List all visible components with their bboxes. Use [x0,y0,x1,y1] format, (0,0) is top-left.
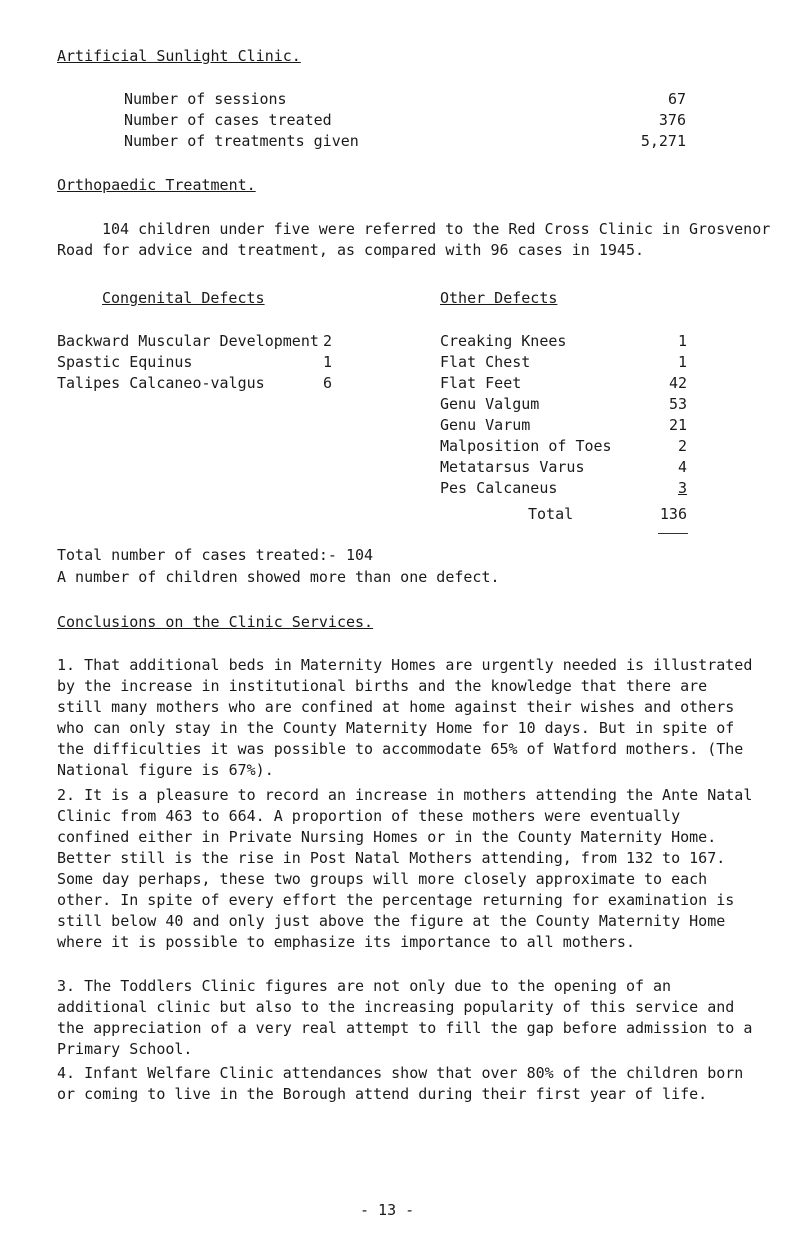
defect-count: 1 [322,353,332,371]
total-treated: Total number of cases treated:- 104 [57,546,374,564]
defect-label: Metatarsus Varus [440,458,585,476]
conclusion-paragraph: 2. It is a pleasure to record an increase in mothers attending the Ante Natal Clinic from 463 to 664. A proportion of these mothers were eventually confined either in Private Nursing Homes or in the County Maternity Home. Better still is the rise in Post Natal Mothers attending, from 132 to 167. Some day perhaps, these two groups will more closely approximate to each other. In spite of every effort the percentage returning for examination is still below 40 and only just above the figure at the County Maternity Home where it is possible to emphasize its importance to all mothers. [57,786,753,951]
defect-count: 1 [677,332,687,350]
congenital-defects-heading: Congenital Defects [102,289,265,307]
stat-value: 376 [658,111,686,129]
ortho-intro-line: 104 children under five were referred to the Red Cross Clinic in Grosvenor [102,220,771,238]
defect-count: 3 [677,479,687,497]
defect-label: Backward Muscular Development [57,332,319,350]
defect-label: Genu Valgum [440,395,540,413]
defect-count: 53 [668,395,687,413]
defect-count: 21 [668,416,687,434]
defect-label: Genu Varum [440,416,531,434]
defect-count: 2 [322,332,332,350]
total-rule [658,533,688,534]
defect-count: 6 [322,374,332,392]
conclusion-paragraph: 3. The Toddlers Clinic figures are not only due to the opening of an additional clinic but also to the increasing popularity of this service and the appreciation of a very real attempt to fill the gap before admission to a Primary School. [57,977,753,1058]
defect-count: 1 [677,353,687,371]
section-heading-sunlight: Artificial Sunlight Clinic. [57,47,301,65]
defect-label: Talipes Calcaneo-valgus [57,374,265,392]
section-heading-orthopaedic: Orthopaedic Treatment. [57,176,256,194]
other-defects-heading: Other Defects [440,289,558,307]
defect-label: Flat Feet [440,374,522,392]
total-count: 136 [659,505,687,523]
defect-label: Flat Chest [440,353,531,371]
total-label: Total [528,505,574,523]
conclusion-paragraph: 1. That additional beds in Maternity Homes are urgently needed is illustrated by the increase in institutional births and the knowledge that there are still many mothers who are confined at home against their wishes and others who can only stay in the County Maternity Home for 10 days. But in spite of the difficulties it was possible to accommodate 65% of Watford mothers. (The National figure is 67%). [57,656,753,779]
ortho-intro-line: Road for advice and treatment, as compared with 96 cases in 1945. [57,241,644,259]
conclusion-paragraph: 4. Infant Welfare Clinic attendances show that over 80% of the children born or coming to live in the Borough attend during their first year of life. [57,1064,744,1103]
defect-label: Pes Calcaneus [440,479,558,497]
more-defects-note: A number of children showed more than one defect. [57,568,500,586]
defect-label: Creaking Knees [440,332,567,350]
defect-label: Spastic Equinus [57,353,193,371]
stat-label: Number of treatments given [124,132,359,150]
defect-label: Malposition of Toes [440,437,612,455]
page-number: - 13 - [360,1201,415,1219]
stat-value: 5,271 [640,132,686,150]
section-heading-conclusions: Conclusions on the Clinic Services. [57,613,374,631]
defect-count: 42 [668,374,687,392]
defect-count: 4 [677,458,687,476]
stat-value: 67 [667,90,686,108]
defect-count: 2 [677,437,687,455]
stat-label: Number of sessions [124,90,287,108]
stat-label: Number of cases treated [124,111,332,129]
